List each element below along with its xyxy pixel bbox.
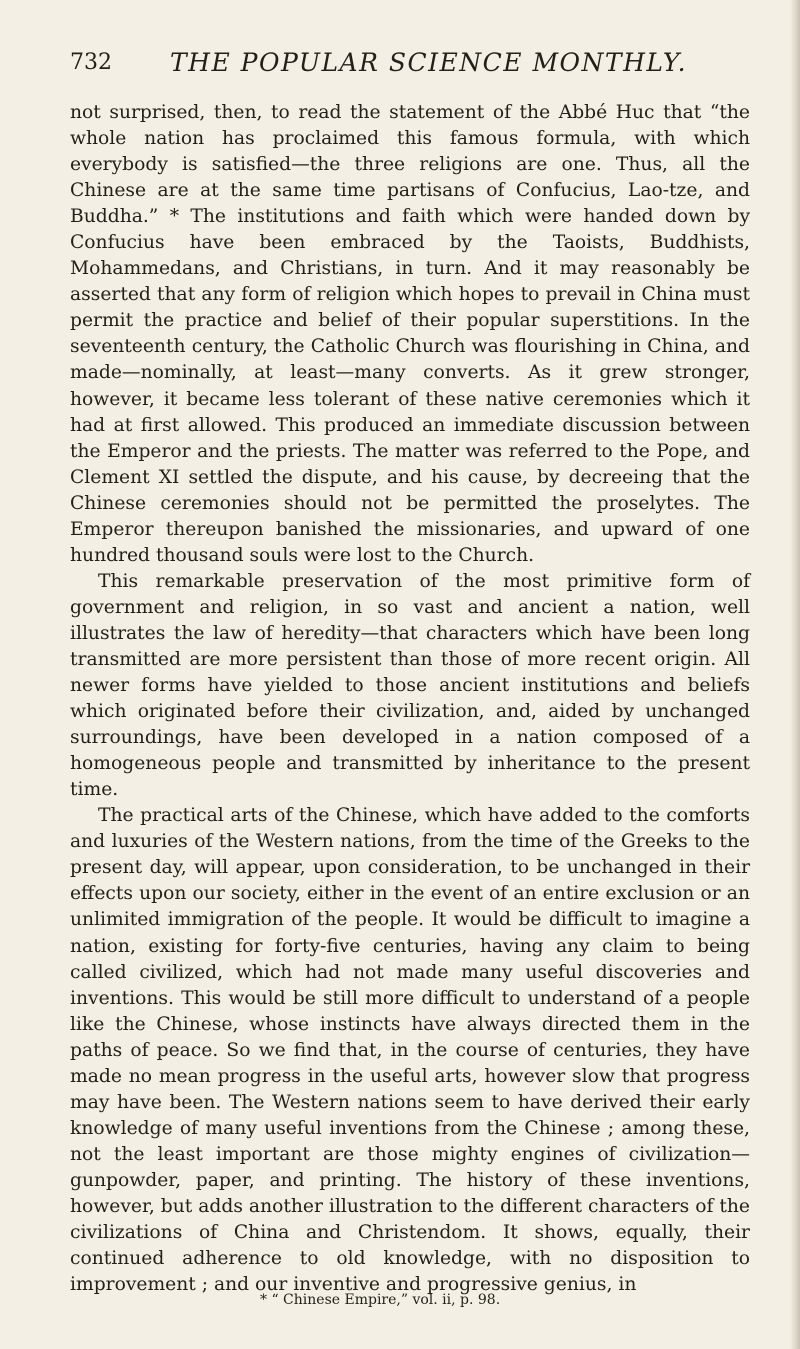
footnote: * “ Chinese Empire,” vol. ii, p. 98.: [260, 1292, 501, 1308]
running-title: THE POPULAR SCIENCE MONTHLY.: [170, 48, 688, 77]
paragraph-1: not surprised, then, to read the statement of the Abbé Huc that “the whole nation has proclaimed this famous formula, with which everybody is satisfied—the three religions are one. Thus, all the Chinese are at the same time partisans of Confucius, Lao-tze, and Buddha.” * The institutions and faith which were handed down by Confucius have been embraced by the Taoists, Buddhists, Mohammedans, and Christians, in turn. And it may reasonably be asserted that any form of religion which hopes to prevail in China must permit the practice and belief of their popular superstitions. In the seventeenth century, the Catholic Church was flourishing in China, and made—nominally, at least—many converts. As it grew stronger, however, it became less tolerant of these native ceremonies which it had at first allowed. This produced an immediate discussion between the Emperor and the priests. The matter was referred to the Pope, and Clement XI settled the dispute, and his cause, by decreeing that the Chinese ceremonies should not be permitted the proselytes. The Emperor thereupon banished the missionaries, and upward of one hundred thousand souls were lost to the Church.: [70, 102, 750, 566]
paragraph-3: The practical arts of the Chinese, which have added to the comforts and luxuries of the Western nations, from the time of the Greeks to the present day, will appear, upon consideration, to be unchanged in their effects upon our society, either in the event of an entire exclusion or an unlimited immigration of the people. It would be difficult to imagine a nation, existing for forty-five centuries, having any claim to being called civilized, which had not made many useful discoveries and inventions. This would be still more difficult to understand of a people like the Chinese, whose instincts have always directed them in the paths of peace. So we find that, in the course of centuries, they have made no mean progress in the useful arts, however slow that progress may have been. The Western nations seem to have derived their early knowledge of many useful inventions from the Chinese ; among these, not the least important are those mighty engines of civilization—gunpowder, paper, and printing. The history of these inventions, however, but adds another illustration to the different characters of the civilizations of China and Christendom. It shows, equally, their continued adherence to old knowledge, with no disposition to improvement ; and our inventive and progressive genius, in: [70, 805, 750, 1296]
body-text: [70, 100, 750, 1298]
page-edge-shadow: [790, 0, 800, 1349]
page-number: 732: [70, 50, 112, 75]
page-header: [70, 44, 750, 84]
paragraph-2: This remarkable preservation of the most primitive form of government and religion, in so vast and ancient a nation, well illustrates the law of heredity—that characters which have been long transmitted are more persistent than those of more recent origin. All newer forms have yielded to those ancient institutions and beliefs which originated before their civilization, and, aided by unchanged surroundings, have been developed in a nation composed of a homogeneous people and transmitted by inheritance to the present time.: [70, 570, 750, 801]
